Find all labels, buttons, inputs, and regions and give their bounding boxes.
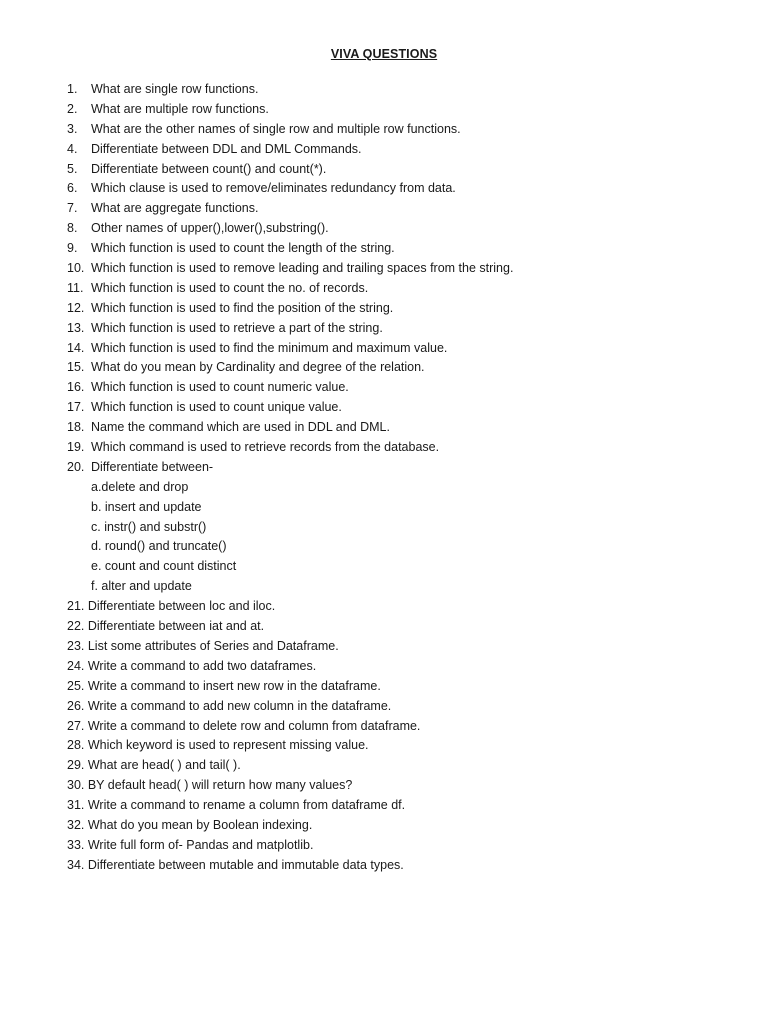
list-item — [0, 239, 768, 259]
sub-item-text: b. insert and update — [91, 499, 202, 514]
list-item — [0, 736, 768, 756]
item-number: 1. — [67, 82, 78, 96]
item-number: 5. — [67, 161, 78, 176]
sub-item-text: e. count and count distinct — [91, 559, 237, 574]
list-item — [0, 120, 768, 140]
item-text: Which function is used to find the minimum and maximum value. — [91, 340, 448, 355]
item-text: What do you mean by Cardinality and degree of the relation. — [91, 360, 425, 375]
item-text: Which function is used to count the length of the string. — [91, 241, 395, 256]
list-item — [0, 179, 768, 199]
list-item — [0, 398, 768, 418]
item-text: 28. Which keyword is used to represent missing value. — [67, 738, 369, 753]
list-item — [0, 677, 768, 697]
item-number: 12. — [67, 300, 85, 315]
item-text: Which function is used to count the no. of records. — [91, 280, 369, 295]
item-number: 19. — [67, 440, 85, 455]
item-text: 33. Write full form of- Pandas and matplotlib. — [67, 837, 314, 852]
list-item — [0, 339, 768, 359]
list-item — [0, 597, 768, 617]
item-number: 11. — [67, 280, 84, 295]
list-item — [0, 617, 768, 637]
list-item — [0, 776, 768, 796]
item-number: 16. — [67, 380, 85, 395]
item-number: 20. — [67, 459, 85, 474]
item-number: 3. — [67, 121, 78, 136]
item-number: 7. — [67, 201, 78, 216]
item-text: Differentiate between count() and count(*). — [91, 161, 327, 176]
item-text: Which function is used to count numeric value. — [91, 380, 349, 395]
item-text: 31. Write a command to rename a column from dataframe df. — [67, 798, 406, 813]
list-item — [0, 836, 768, 856]
list-item — [0, 299, 768, 319]
item-text: Which clause is used to remove/eliminates redundancy from data. — [91, 181, 456, 196]
sub-list-item — [0, 577, 768, 597]
item-text: Which function is used to retrieve a part of the string. — [91, 320, 383, 335]
list-item — [0, 259, 768, 279]
item-number: 4. — [67, 141, 78, 156]
page-title: VIVA QUESTIONS — [330, 47, 438, 61]
list-item — [0, 458, 768, 478]
list-item — [0, 80, 768, 100]
list-item — [0, 637, 768, 657]
sub-item-text: a.delete and drop — [91, 479, 189, 494]
item-text: Other names of upper(),lower(),substring(). — [91, 221, 329, 236]
item-text: Differentiate between DDL and DML Commands. — [91, 141, 362, 156]
list-item — [0, 418, 768, 438]
list-item — [0, 816, 768, 836]
item-text: Differentiate between- — [91, 459, 214, 474]
item-number: 14. — [67, 340, 85, 355]
sub-list-item — [0, 557, 768, 577]
item-number: 15. — [67, 360, 85, 375]
item-number: 18. — [67, 420, 85, 435]
item-text: What are aggregate functions. — [91, 201, 259, 216]
list-item — [0, 438, 768, 458]
item-text: 29. What are head( ) and tail( ). — [67, 758, 241, 773]
list-item — [0, 319, 768, 339]
list-item — [0, 279, 768, 299]
item-text: Which function is used to count unique value. — [91, 400, 342, 415]
item-text: Which function is used to find the position of the string. — [91, 300, 394, 315]
sub-list-item — [0, 478, 768, 498]
list-item — [0, 358, 768, 378]
item-text: Which command is used to retrieve records from the database. — [91, 440, 440, 455]
list-item — [0, 717, 768, 737]
item-text: What are the other names of single row and multiple row functions. — [91, 121, 461, 136]
item-text: 32. What do you mean by Boolean indexing. — [67, 817, 313, 832]
list-item — [0, 160, 768, 180]
list-item — [0, 199, 768, 219]
item-text: 23. List some attributes of Series and Dataframe. — [67, 638, 339, 653]
item-text: 21. Differentiate between loc and iloc. — [67, 599, 276, 614]
list-item — [0, 219, 768, 239]
item-number: 2. — [67, 101, 78, 116]
item-text: 34. Differentiate between mutable and immutable data types. — [67, 857, 404, 872]
list-item — [0, 140, 768, 160]
item-text: 22. Differentiate between iat and at. — [67, 619, 265, 634]
item-number: 17. — [67, 400, 85, 415]
item-text: What are single row functions. — [91, 82, 259, 96]
item-number: 9. — [67, 241, 78, 256]
item-text: 25. Write a command to insert new row in the dataframe. — [67, 678, 381, 693]
list-item — [0, 100, 768, 120]
sub-list-item — [0, 537, 768, 557]
sub-list-item — [0, 498, 768, 518]
item-text: 27. Write a command to delete row and column from dataframe. — [67, 718, 421, 733]
item-text: 24. Write a command to add two dataframes. — [67, 658, 317, 673]
item-text: 26. Write a command to add new column in the dataframe. — [67, 698, 392, 713]
item-text: Name the command which are used in DDL and DML. — [91, 420, 390, 435]
item-text: 30. BY default head( ) will return how many values? — [67, 778, 353, 793]
list-item — [0, 657, 768, 677]
list-item — [0, 796, 768, 816]
sub-item-text: f. alter and update — [91, 579, 192, 594]
question-list — [0, 80, 768, 876]
sub-item-text: d. round() and truncate() — [91, 539, 227, 554]
sub-item-text: c. instr() and substr() — [91, 519, 207, 534]
list-item — [0, 856, 768, 876]
list-item — [0, 756, 768, 776]
item-number: 6. — [67, 181, 78, 196]
sub-list-item — [0, 518, 768, 538]
list-item — [0, 697, 768, 717]
item-number: 13. — [67, 320, 85, 335]
item-text: Which function is used to remove leading and trailing spaces from the string. — [91, 261, 514, 276]
list-item — [0, 378, 768, 398]
item-text: What are multiple row functions. — [91, 101, 269, 116]
item-number: 10. — [67, 261, 85, 276]
item-number: 8. — [67, 221, 78, 236]
